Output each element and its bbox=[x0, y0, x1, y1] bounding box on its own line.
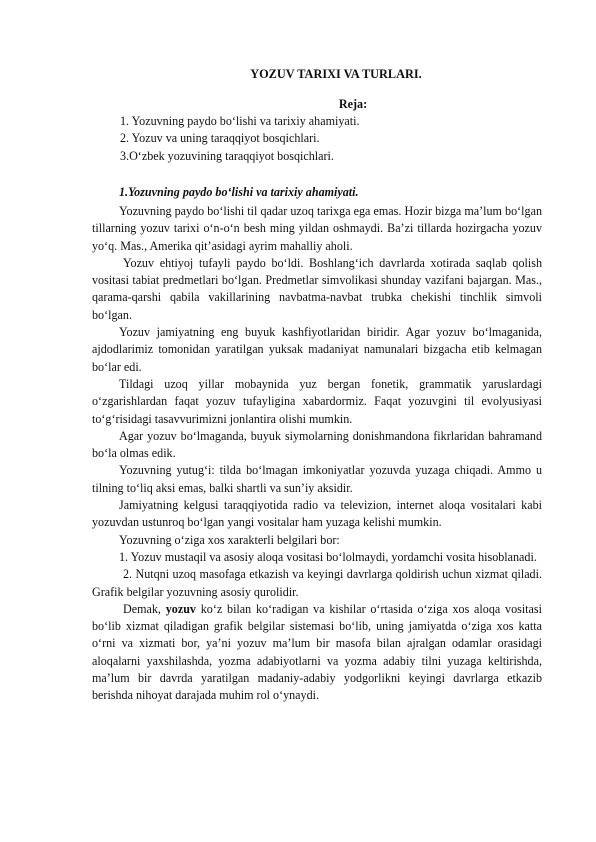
paragraph: Yozuv jamiyatning eng buyuk kashfiyotlaridan biridir. Agar yozuv boʻlmaganida, ajdodlarimiz tomonidan yaratilgan yuksak madaniyat namunalari bizgacha etib kelmagan boʻlar edi. bbox=[92, 325, 542, 374]
paragraph: Agar yozuv boʻlmaganda, buyuk siymolarning donishmandona fikrlaridan bahramand boʻla olmas edik. bbox=[92, 428, 542, 461]
plan-item: 2. Yozuv va uning taraqqiyot bosqichlari. bbox=[120, 131, 320, 146]
plan-item: 3.Oʻzbek yozuvining taraqqiyot bosqichlari. bbox=[120, 148, 334, 163]
paragraph-text: koʻz bilan koʻradigan va kishilar oʻrtasida oʻziga xos aloqa vositasi boʻlib xizmat qiladigan grafik belgilar sistemasi boʻlib, uning jamiyatda oʻziga xos katta oʻrni va xizmati bor, yaʼni yozuv maʼlum bir masofa bilan ajralgan odamlar orasidagi aloqalarni yaxshilashda, yozma adabiyotlarni va yozma adabiy tilni yuzaga keltirishda, maʼlum bir davrda yaratilgan madaniy-adabiy yodgorlikni keyingi davrlarga etkazib berishda nihoyat darajada muhim rol oʻynaydi. bbox=[92, 601, 542, 703]
page-title: YOZUV TARIXI VA TURLARI. bbox=[250, 67, 422, 81]
plan-item: 1. Yozuvning paydo boʻlishi va tarixiy ahamiyati. bbox=[120, 114, 360, 128]
paragraph-definition bbox=[92, 601, 542, 705]
paragraph: Tildagi uzoq yillar mobaynida yuz bergan fonetik, grammatik yaruslardagi oʻzgarishlardan faqat yozuv tufayligina xabardormiz. Faqat yozuvgini til evolyusiyasi toʻgʻrisidagi tasavvurimizni jonlantira olishi mumkin. bbox=[92, 376, 542, 426]
paragraph: Yozuvning oʻziga xos xarakterli belgilari bor: bbox=[119, 532, 340, 547]
paragraph: Yozuv ehtiyoj tufayli paydo boʻldi. Boshlangʻich davrlarda xotirada saqlab qolish vositasi tabiat predmetlari boʻlgan. Predmetlar simvolikasi shunday vazifani bajargan. Mas., qarama-qarshi qabila vakillarining navbatma-navbat trubka chekishi tinchlik simvoli boʻlgan. bbox=[92, 255, 542, 322]
paragraph: Yozuvning yutugʻi: tilda boʻlmagan imkoniyatlar yozuvda yuzaga chiqadi. Ammo u tilning toʻliq aksi emas, balki shartli va sunʼiy aksidir. bbox=[92, 463, 542, 495]
paragraph: Yozuvning paydo boʻlishi til qadar uzoq tarixga ega emas. Hozir bizga maʼlum boʻlgan tillarning yozuv tarixi oʻn-oʻn besh ming yildan oshmaydi. Baʼzi tillarda hozirgacha yozuv yoʻq. Mas., Amerika qitʼasidagi ayrim mahalliy aholi. bbox=[92, 204, 542, 253]
section-heading: 1.Yozuvning paydo boʻlishi va tarixiy ahamiyati. bbox=[119, 185, 359, 199]
bold-term: yozuv bbox=[165, 601, 196, 616]
section-body bbox=[92, 184, 542, 705]
plan-heading: Reja: bbox=[338, 97, 368, 111]
paragraph: Jamiyatning kelgusi taraqqiyotida radio va televizion, internet aloqa vositalari kabi yozuvdan ustunroq boʻlgan yangi vositalar ham yuzaga kelishi mumkin. bbox=[92, 498, 542, 530]
plan-list bbox=[120, 113, 540, 165]
paragraph-text: Demak, bbox=[123, 601, 161, 616]
paragraph: 1. Yozuv mustaqil va asosiy aloqa vositasi boʻlolmaydi, yordamchi vosita hisoblanadi. bbox=[119, 549, 537, 564]
paragraph: 2. Nutqni uzoq masofaga etkazish va keyingi davrlarga qoldirish uchun xizmat qiladi. Grafik belgilar yozuvning asosiy qurolidir. bbox=[92, 567, 542, 599]
